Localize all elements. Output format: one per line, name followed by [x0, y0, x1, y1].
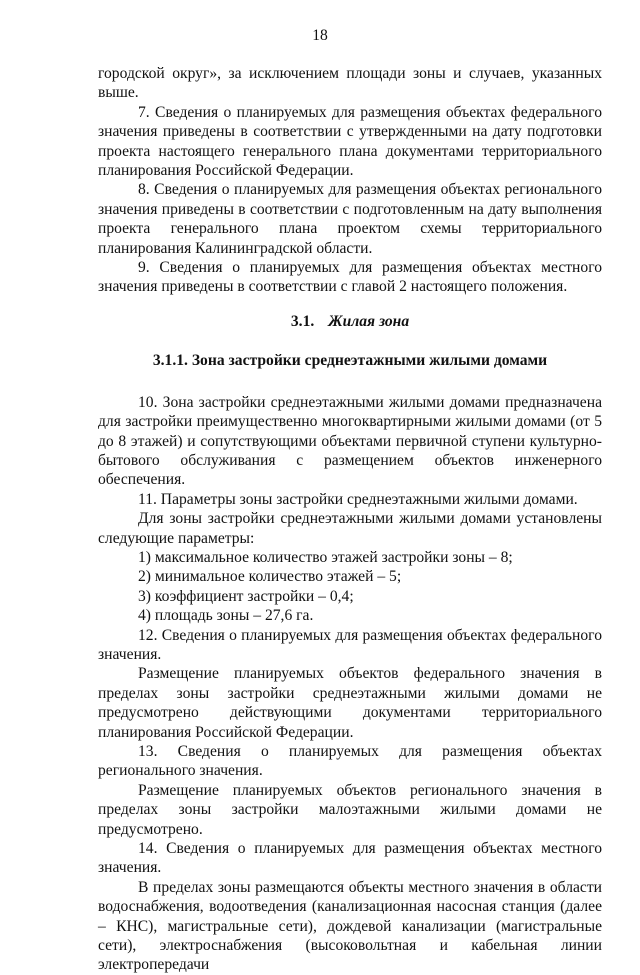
paragraph-continuation: городской округ», за исключением площади зоны и случаев, указанных выше.: [98, 65, 602, 102]
paragraph-8: 8. Сведения о планируемых для размещения объектах регионального значения приведены в соответствии с подготовленным на дату выполнения проекта генерального плана проектом схемы территориального планирования Калининградской области.: [98, 181, 602, 257]
paragraph-local-placement: В пределах зоны размещаются объекты местного значения в области водоснабжения, водоотведения (канализационная насосная станция (далее – КНС), магистральные сети), дождевой канализации (магистральные сети), электроснабжения (высоковольтная и кабельная линии электропередачи: [98, 878, 602, 974]
paragraph-14: 14. Сведения о планируемых для размещения объектах местного значения.: [98, 840, 602, 877]
paragraph-9: 9. Сведения о планируемых для размещения объектах местного значения приведены в соответствии с главой 2 настоящего положения.: [98, 259, 602, 296]
param-item: 4) площадь зоны – 27,6 га.: [138, 607, 314, 625]
param-item: 1) максимальное количество этажей застройки зоны – 8;: [138, 548, 513, 566]
paragraph-10: 10. Зона застройки среднеэтажными жилыми домами предназначена для застройки преимущественно многоквартирными жилыми домами (от 5 до 8 этажей) и сопутствующими объектами первичной ступени культурно-бытового обслуживания с размещением объектов инженерного обеспечения.: [98, 393, 602, 489]
section-number: 3.1.: [290, 312, 315, 330]
paragraph-regional-placement: Размещение планируемых объектов регионального значения в пределах зоны застройки малоэтажными жилыми домами не предусмотрено.: [98, 781, 602, 838]
paragraph-federal-placement: Размещение планируемых объектов федерального значения в пределах зоны застройки среднеэтажными жилыми домами не предусмотрено действующими документами территориального планирования Российской Федерации.: [98, 665, 602, 741]
page-body: [98, 64, 602, 975]
section-title: Жилая зона: [328, 312, 410, 330]
paragraph-params-intro: Для зоны застройки среднеэтажными жилыми домами установлены следующие параметры:: [98, 510, 602, 547]
paragraph-12: 12. Сведения о планируемых для размещения объектах федерального значения.: [98, 626, 602, 663]
page-number: 18: [312, 27, 328, 44]
section-heading: [98, 312, 602, 331]
subsection-heading: 3.1.1. Зона застройки среднеэтажными жилыми домами: [152, 352, 548, 370]
paragraph-13: 13. Сведения о планируемых для размещения объектах регионального значения.: [98, 743, 602, 780]
paragraph-11: 11. Параметры зоны застройки среднеэтажными жилыми домами.: [138, 490, 578, 508]
paragraph-7: 7. Сведения о планируемых для размещения объектах федерального значения приведены в соответствии с утвержденными на дату подготовки проекта настоящего генерального плана документами территориального планирования Российской Федерации.: [98, 103, 602, 180]
param-item: 3) коэффициент застройки – 0,4;: [138, 587, 354, 605]
param-item: 2) минимальное количество этажей – 5;: [138, 568, 402, 586]
